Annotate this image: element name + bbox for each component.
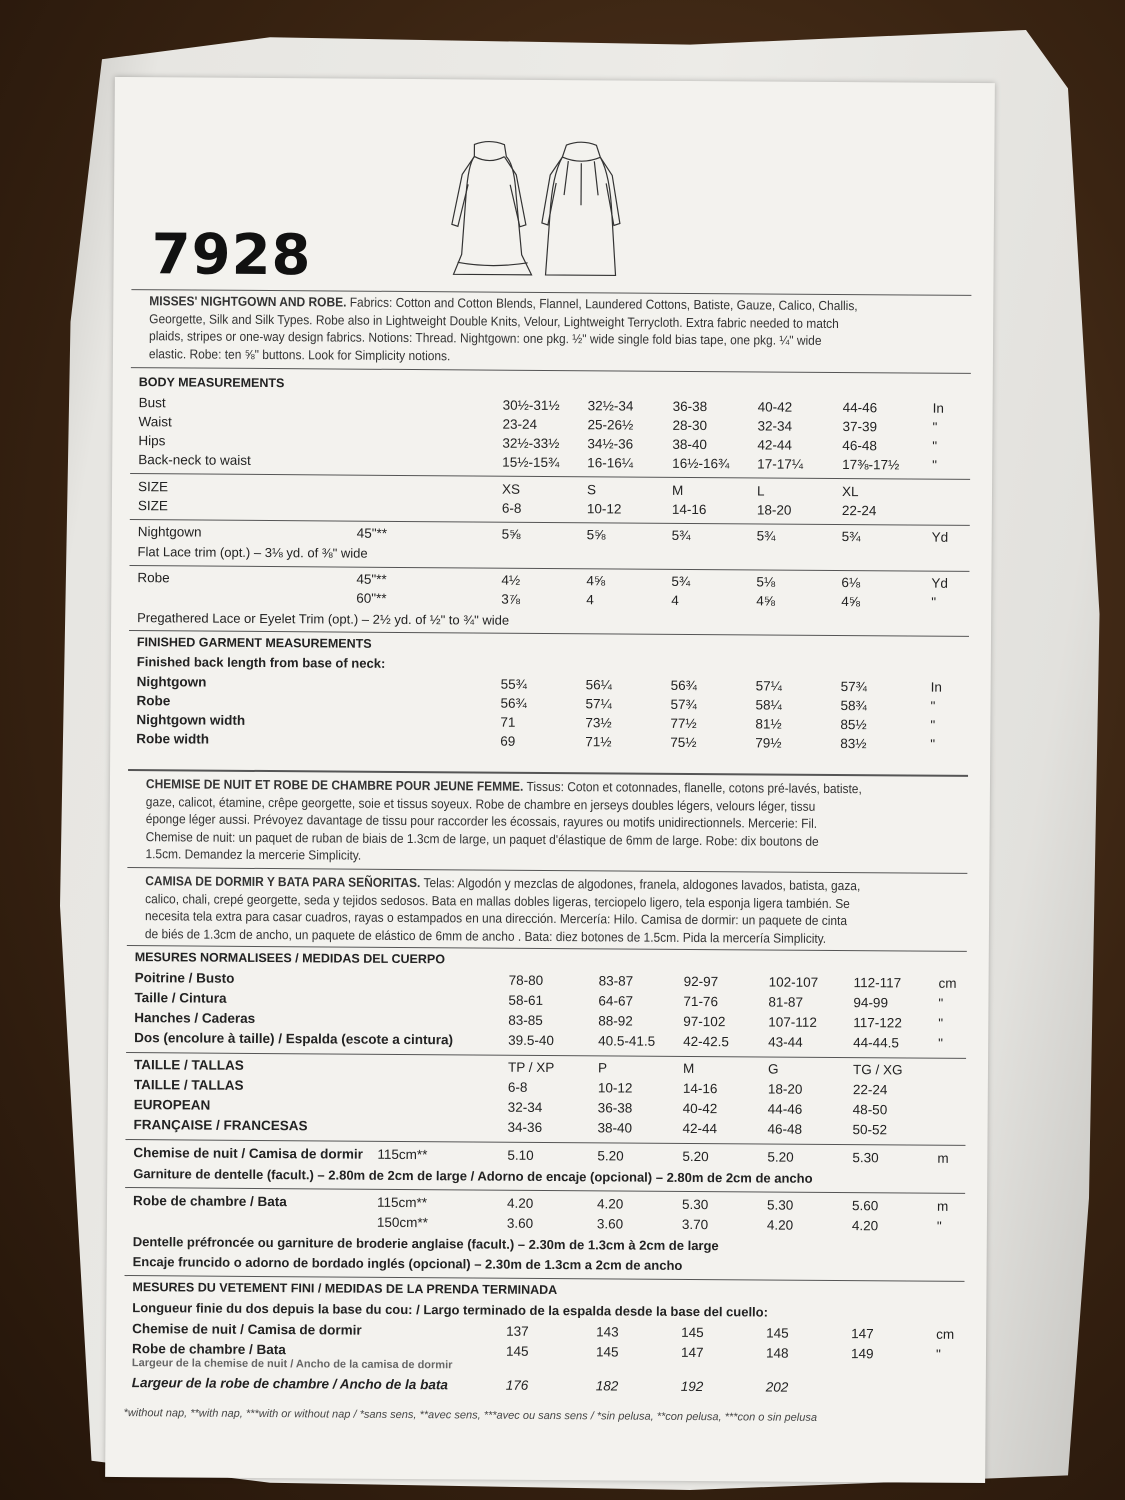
french-description: CHEMISE DE NUIT ET ROBE DE CHAMBRE POUR JEUNE FEMME. Tissus: Coton et cotonnades, flanelle, cotons pré-lavés, batiste, gaze, calicot, étamine, crêpe georgette, soie et tissus soyeux. Robe de chambre en jerseys doubles légers, velours léger, tissu éponge léger aussi. Prévoyez davantage de tissu pour raccorder les écossais, rayures ou motifs unidirectionnels. Mercerie: Fil. Chemise de nuit: un paquet de ruban de biais de 1.3cm de large, un paquet d'élastique de 6mm de large. Robe: dix boutons de 1.5cm. Demandez la mercerie Simplicity.	[145, 776, 862, 863]
size-row: TAILLE / TALLAS 6-8 10-12 14-16 18-20 22-24	[133, 1077, 888, 1098]
table-row: Robe de chambre / Bata 145 145 147 148 149 "	[131, 1341, 941, 1362]
table-row: Nightgown width 71 73½ 77½ 81½ 85½ "	[136, 712, 936, 733]
table-row: Largeur de la chemise de nuit / Ancho de la camisa de dormir	[131, 1357, 453, 1372]
table-row: Nightgown 55¾ 56¼ 56¾ 57¼ 57¾ In	[136, 674, 942, 695]
nightgown-yardage-row: Nightgown 45"** 5⅝ 5⅝ 5¾ 5¾ 5¾ Yd	[137, 524, 949, 545]
nap-footnote: *without nap, **with nap, ***with or without nap / *sans sens, **avec sens, ***avec ou sans sens / *sin pelusa, **con pelusa, ***con o sin pelusa	[123, 1407, 818, 1424]
robe-trim-note: Pregathered Lace or Eyelet Trim (opt.) – 2½ yd. of ½" to ¾" wide	[137, 610, 510, 628]
table-row: Largeur de la robe de chambre / Ancho de la bata 176 182 192 202	[131, 1375, 789, 1395]
robe-trim-fr: Dentelle préfroncée ou garniture de broderie anglaise (facult.) – 2.30m de 1.3cm à 2cm de large	[132, 1234, 719, 1254]
nightgown-metric-row: Chemise de nuit / Camisa de dormir 115cm** 5.10 5.20 5.20 5.20 5.30 m	[133, 1145, 949, 1166]
metric-body-heading: MESURES NORMALISEES / MEDIDAS DEL CUERPO	[134, 950, 446, 967]
pattern-number: 7928	[151, 222, 312, 289]
table-row: Taille / Cintura 58-61 64-67 71-76 81-87 94-99 "	[134, 990, 944, 1011]
metric-finished-heading: MESURES DU VETEMENT FINI / MEDIDAS DE LA PRENDA TERMINADA	[132, 1280, 558, 1298]
size-row: SIZE 6-8 10-12 14-16 18-20 22-24	[137, 498, 877, 519]
table-row: Hips 32½-33½ 34½-36 38-40 42-44 46-48 "	[138, 433, 938, 454]
size-row: EUROPEAN 32-34 36-38 40-42 44-46 48-50	[133, 1097, 888, 1118]
table-row: Chemise de nuit / Camisa de dormir 137 143 145 145 147 cm	[132, 1321, 955, 1342]
body-measurements-heading: BODY MEASUREMENTS	[138, 375, 285, 391]
finished-heading: FINISHED GARMENT MEASUREMENTS	[136, 635, 372, 651]
robe-yardage-row: Robe 45"** 4½ 4⅝ 5¾ 5⅛ 6⅛ Yd	[137, 570, 948, 591]
size-row: SIZE XS S M L XL	[137, 479, 859, 500]
size-row: FRANÇAISE / FRANCESAS 34-36 38-40 42-44 46-48 50-52	[133, 1117, 888, 1138]
table-row: Robe width 69 71½ 75½ 79½ 83½ "	[136, 731, 936, 752]
table-row: Back-neck to waist 15½-15¾ 16-16¼ 16½-16¾ 17-17¼ 17⅜-17½ "	[138, 452, 938, 473]
metric-finished-subheading: Longueur finie du dos depuis la base du cou: / Largo terminado de la espalda desde la base del cuello:	[132, 1300, 769, 1320]
table-row: Waist 23-24 25-26½ 28-30 32-34 37-39 "	[138, 414, 938, 435]
robe-trim-es: Encaje fruncido o adorno de bordado inglés (opcional) – 2.30m de 1.3cm a 2cm de ancho	[132, 1254, 683, 1273]
english-description: MISSES' NIGHTGOWN AND ROBE. Fabrics: Cotton and Cotton Blends, Flannel, Laundered Cottons, Batiste, Gauze, Calico, Challis, Georgette, Silk and Silk Types. Robe also in Lightweight Double Knits, Velour, Lightweight Terrycloth. Extra fabric needed to match plaids, stripes or one-way design fabrics. Notions: Thread. Nightgown: one pkg. ½" wide single fold bias tape, one pkg. ¼" wide elastic. Robe: ten ⅝" buttons. Look for Simplicity notions.	[148, 293, 858, 363]
finished-subheading: Finished back length from base of neck:	[136, 654, 386, 671]
size-row: TAILLE / TALLAS TP / XP P M G TG / XG	[133, 1057, 903, 1078]
spanish-description: CAMISA DE DORMIR Y BATA PARA SEÑORITAS. Telas: Algodón y mezclas de algodones, franela, aldogones lavados, batista, gaza, calico, chali, crepé georgette, seda y tejidos sedosos. Bata en mallas dobles ligeras, terciopelo ligero, tela esponja ligera también. Se necesita tela extra para casar cuadros, rayas o estampados en una dirección. Mercería: Hilo. Camisa de dormir: un paquete de cinta de biés de 1.3cm de ancho, un paquete de elástico de 6mm de ancho . Bata: diez botones de 1.5cm. Pida la mercería Simplicity.	[144, 873, 861, 946]
pattern-back-sheet	[105, 77, 995, 1483]
nightgown-trim-metric: Garniture de dentelle (facult.) – 2.80m de 2cm de large / Adorno de encaje (opcional) – 2.80m de 2cm de ancho	[133, 1166, 813, 1186]
table-row: Dos (encolure à taille) / Espalda (escote a cintura) 39.5-40 40.5-41.5 42-42.5 43-44 44-44.5 "	[134, 1030, 944, 1051]
garment-sketches	[443, 134, 644, 285]
robe-metric-row: Robe de chambre / Bata 115cm** 4.20 4.20 5.30 5.30 5.60 m	[133, 1193, 949, 1214]
table-row: Robe 56¾ 57¼ 57¾ 58¼ 58¾ "	[136, 693, 936, 714]
robe-metric-row: 150cm** 3.60 3.60 3.70 4.20 4.20 "	[376, 1214, 942, 1234]
divider	[125, 1187, 965, 1194]
nightgown-trim-note: Flat Lace trim (opt.) – 3⅛ yd. of ⅜" wide	[137, 544, 368, 561]
table-row: Hanches / Caderas 83-85 88-92 97-102 107-112 117-122 "	[134, 1010, 944, 1031]
table-row: Bust 30½-31½ 32½-34 36-38 40-42 44-46 In	[138, 395, 944, 416]
table-row: Poitrine / Busto 78-80 83-87 92-97 102-107 112-117 cm	[134, 970, 957, 991]
divider	[131, 367, 971, 374]
robe-yardage-row: 60"** 3⅞ 4 4 4⅝ 4⅝ "	[356, 590, 937, 610]
